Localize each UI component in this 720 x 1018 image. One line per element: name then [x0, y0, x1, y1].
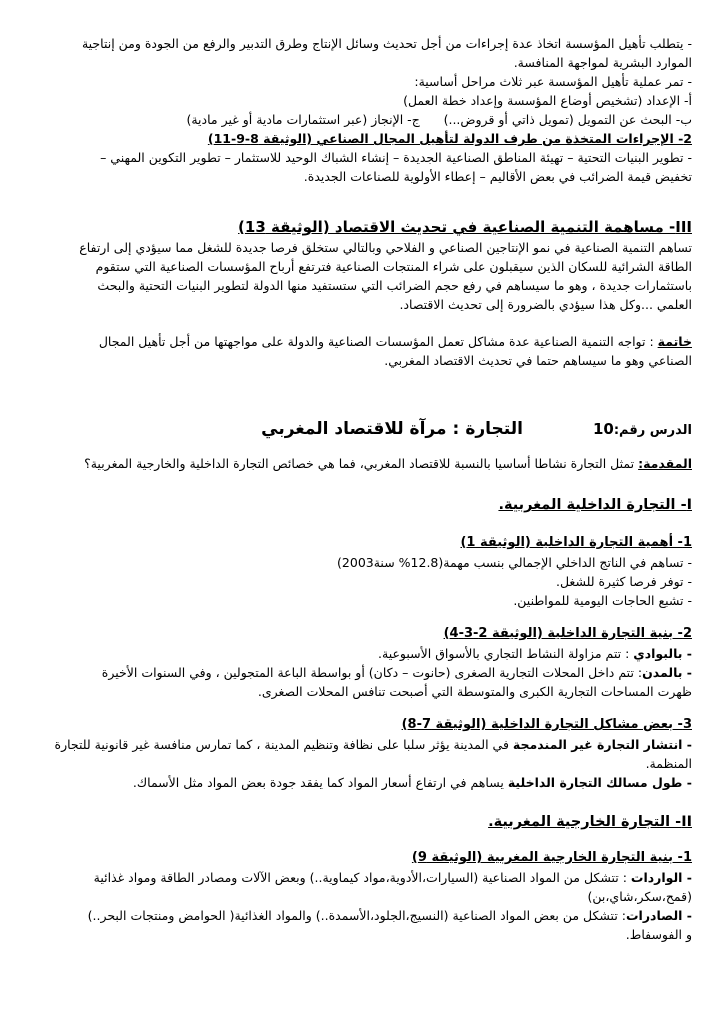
- conclusion-label: خاتمة: [657, 334, 692, 349]
- lesson-header: [40, 414, 692, 446]
- text-line: و الفوسفاط.: [625, 927, 692, 942]
- text-line: ظهرت المساحات التجارية الكبرى والمتوسطة التي أصبحت تنافس المحلات الصغرى.: [257, 684, 692, 699]
- text-line: الطاقة الشرائية للسكان الذين سيقبلون على شراء المنتجات الصناعية فترتفع أرباح المؤسسات الصناعية التي ستقوم: [95, 259, 692, 274]
- subsection-heading: 2- بنية التجارة الداخلية (الوثيقة 2-3-4): [443, 626, 692, 641]
- text-line: - بالبوادي : تتم مزاولة النشاط التجاري بالأسواق الأسبوعية.: [378, 646, 692, 661]
- lesson-title: التجارة: [465, 419, 523, 439]
- text-line: - الصادرات: تتشكل من بعض المواد الصناعية (النسيج،الجلود،الأسمدة..) والمواد الغذائية( الحوامض ومنتجات البحر..): [87, 908, 692, 923]
- lesson-colon: :: [452, 419, 460, 439]
- text-line: المنظمة.: [645, 756, 692, 771]
- lesson-label: الدرس رقم:: [613, 423, 692, 438]
- conclusion-line: خاتمة : تواجه التنمية الصناعية عدة مشاكل تعمل المؤسسات الصناعية والدولة على مواجهتها من أجل تأهيل المجال: [98, 334, 692, 349]
- text-line: - تطوير البنيات التحتية – تهيئة المناطق الصناعية الجديدة – إنشاء الشباك الوحيد للاستثمار – تطوير التكوين المهني –: [100, 150, 692, 165]
- section-heading: III- مساهمة التنمية الصناعية في تحديث الاقتصاد (الوثيقة 13): [238, 218, 692, 236]
- text-line: (قمح،سكر،شاي،بن): [587, 889, 692, 904]
- subsection-heading: 1- بنية التجارة الخارجية المغربية (الوثيقة 9): [411, 850, 692, 865]
- text-line: - يتطلب تأهيل المؤسسة اتخاذ عدة إجراءات من أجل تحديث وسائل الإنتاج وطرق التدبير والرفع من الجودة ومن إنتاجية: [81, 36, 692, 51]
- lesson-subtitle: مرآة للاقتصاد المغربي: [261, 419, 447, 439]
- part-heading: II- التجارة الخارجية المغربية.: [488, 814, 692, 830]
- part-heading: I- التجارة الداخلية المغربية.: [498, 497, 692, 513]
- text-line: - تمر عملية تأهيل المؤسسة عبر ثلاث مراحل أساسية:: [414, 74, 692, 89]
- intro-line: المقدمة: تمثل التجارة نشاطا أساسيا بالنسبة للاقتصاد المغربي، فما هي خصائص التجارة الداخلية والخارجية المغربية؟: [84, 456, 692, 471]
- subsection-heading: 3- بعض مشاكل التجارة الداخلية (الوثيقة 7-8): [401, 717, 692, 732]
- text-line: - تساهم في الناتج الداخلي الإجمالي بنسب مهمة(12.8% سنة2003): [337, 555, 692, 570]
- text-line: الصناعي وهو ما سيساهم حتما في تحديث الاقتصاد المغربي.: [384, 353, 692, 368]
- text-line: - بالمدن: تتم داخل المحلات التجارية الصغرى (حانوت – دكان) أو بواسطة الباعة المتجولين ، وفي السنوات الأخيرة: [101, 665, 692, 680]
- subsection-heading: 2- الإجراءات المتخذة من طرف الدولة لتأهيل المجال الصناعي (الوثيقة 8-9-11): [207, 131, 692, 146]
- document-page: [40, 0, 692, 944]
- text-line: - توفر فرصا كثيرة للشغل.: [555, 574, 692, 589]
- text-line: ب- البحث عن التمويل (تمويل ذاتي أو قروض...) ج- الإنجاز (عبر استثمارات مادية أو غير مادية): [186, 112, 692, 127]
- lesson-number: 10: [592, 420, 614, 438]
- text-line: العلمي ...وكل هذا سيؤدي بالضرورة إلى تحديث الاقتصاد.: [399, 297, 692, 312]
- text-line: أ- الإعداد (تشخيص أوضاع المؤسسة وإعداد خطة العمل): [403, 93, 692, 108]
- text-line: باستثمارات جديدة ، وهو ما سيساهم في رفع حجم الضرائب التي ستستفيد منها الدولة لتطوير البنيات التحتية والبحث: [97, 278, 692, 293]
- text-line: - تشبع الحاجات اليومية للمواطنين.: [513, 593, 692, 608]
- text-line: - الواردات : تتشكل من المواد الصناعية (السيارات،الأدوية،مواد كيماوية..) وبعض الآلات ومصادر الطاقة ومواد غذائية: [93, 870, 692, 885]
- intro-label: المقدمة:: [638, 456, 692, 471]
- subsection-heading: 1- أهمية التجارة الداخلية (الوثيقة 1): [460, 535, 692, 550]
- text-line: تخفيض قيمة الضرائب في بعض الأقاليم – إعطاء الأولوية للصناعات الجديدة.: [303, 169, 692, 184]
- text-line: - انتشار التجارة غير المندمجة في المدينة يؤثر سلبا على نظافة وتنظيم المدينة ، كما تمارس منافسة غير قانونية للتجارة: [54, 737, 692, 752]
- text-line: الموارد البشرية لمواجهة المنافسة.: [513, 55, 692, 70]
- text-line: تساهم التنمية الصناعية في نمو الإنتاجين الصناعي و الفلاحي وبالتالي ستخلق فرصا جديدة للشغل مما سيؤدي إلى ارتفاع: [79, 240, 692, 255]
- text-line: - طول مسالك التجارة الداخلية يساهم في ارتفاع أسعار المواد كما يفقد جودة بعض المواد مثل الأسماك.: [132, 775, 692, 790]
